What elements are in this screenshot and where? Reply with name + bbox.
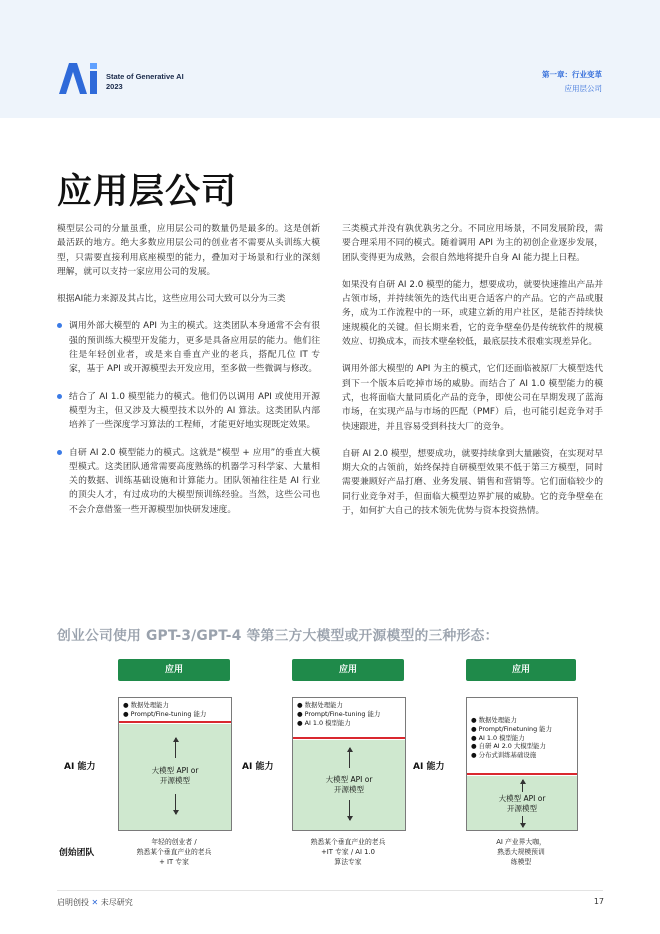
model-line: 大模型 API or [325,775,373,784]
model-line: 开源模型 [507,804,537,813]
model-area-2 [293,740,405,830]
team-line: 熟悉某个垂直产业的老兵 [310,838,386,846]
model-text-1 [119,766,231,786]
boundary-line [467,773,577,775]
stack-3 [466,697,578,831]
model-line: 大模型 API or [151,766,199,775]
cap-item: ● 自研 AI 2.0 大模型能力 [471,742,546,751]
cap-item: ● Prompt/Finetuning 能力 [471,724,552,733]
footer-publishers [57,897,133,908]
right-paragraph-1: 三类模式并没有孰优孰劣之分。不同应用场景，不同发展阶段，需要合理采用不同的模式。随着调用 API 为主的初创企业逐步发展，团队变得更为成熟，会很自然地将提升自身 AI 能力提上日程。 [342,224,603,263]
bullet-text-2: 结合了 AI 1.0 模型能力的模式。他们仍以调用 API 或使用开源模型为主，但又涉及大模型技术以外的 AI 算法。这类团队内部培养了一些深度学习算法的工程师，才能更好地实现既定效果。 [69,391,320,431]
arrow-down-icon [175,794,176,814]
team-text-1 [108,837,240,867]
founding-team-label: 创始团队 [59,848,95,858]
arrow-down-icon [349,800,350,820]
chapter-label [542,68,602,96]
model-line: 开源模型 [334,785,364,794]
bullet-dot-icon [57,323,62,328]
figure-title: 创业公司使用 GPT-3/GPT-4 等第三方大模型或开源模型的三种形态： [57,628,499,644]
cap-item: ● 数据处理能力 [123,701,169,709]
stack-1 [118,697,232,831]
bullet-item-2 [57,390,320,433]
model-text-2 [293,775,405,795]
ai-capability-label-2: AI 能力 [242,762,274,772]
capabilities-1 [123,701,206,719]
app-box-2: 应用 [292,659,404,681]
cap-item: ● AI 1.0 模型能力 [471,733,525,742]
brand-text [106,72,184,92]
right-column [342,222,603,531]
boundary-line [119,721,231,723]
right-paragraph-4: 自研 AI 2.0 模型，想要成功，就要持续拿到大量融资，在实现对早期大众的占领前，始终保持自研模型效果不低于第三方模型，同时需要兼顾好产品打磨、业务发展、销售和营销等。它们面临较少的同行业竞争对手，但面临大模型边界扩展的威胁。它的竞争壁垒在于，如何扩大自己的技术领先优势与资本投资热情。 [342,448,603,517]
team-line: 算法专家 [334,858,362,866]
cap-item: ● 分布式训练基础设施 [471,751,537,760]
bullet-item-3 [57,446,320,517]
boundary-line [293,737,405,739]
team-text-3 [456,837,586,867]
arrow-down-icon [522,816,523,827]
model-text-3 [467,794,577,814]
model-line: 开源模型 [160,776,190,785]
bullet-dot-icon [57,450,62,455]
team-line: 年轻的创业者 / [151,838,197,846]
left-paragraph-1: 模型层公司的分量虽重，应用层公司的数量仍是最多的。这是创新最活跃的地方。绝大多数应用层公司的创业者不需要从头训练大模型，只需要直接利用底座模型的能力，叠加对于场景和行业的深刻理解，就可以支持一家应用公司的发展。 [57,224,320,277]
capabilities-3 [471,716,552,760]
page-header [0,0,660,118]
cap-item: ● Prompt/Fine-tuning 能力 [297,709,381,718]
arrow-up-icon [175,738,176,758]
bullet-item-1 [57,319,320,376]
publisher-a: 启明创投 [57,898,89,907]
arrow-up-icon [522,780,523,792]
model-area-1 [119,724,231,830]
right-paragraph-2: 如果没有自研 AI 2.0 模型的能力，想要成功，就要快速推出产品并占领市场，并持续领先的迭代出更合适客户的产品。它的产品或服务，成为工作流程中的一环，或建立新的用户社区，是能否持续快速规模化的关键。但长期来看，它的竞争壁垒仍是传统软件的规模效应、切换成本，而技术壁垒较低，最底层技术很难实现差异化。 [342,279,603,348]
cap-item: ● 数据处理能力 [297,701,343,709]
cap-item: ● AI 1.0 模型能力 [297,718,351,727]
bullet-dot-icon [57,394,62,399]
team-line: 练模型 [510,858,532,866]
right-paragraph-3: 调用外部大模型的 API 为主的模式，它们还面临被原厂大模型迭代到下一个版本后吃掉市场的威胁。而结合了 AI 1.0 模型能力的模式，也将面临大量同质化产品的竞争，即使公司在早期发现了蓝海市场，在实现产品与市场的匹配（PMF）后，也可能引起竞争对手快速跟进，并且容易受到科技大厂的竞争。 [342,364,603,432]
publisher-b: 未尽研究 [100,898,133,907]
ai-capability-label-1: AI 能力 [64,762,96,772]
capabilities-2 [297,701,380,727]
cap-item: ● Prompt/Fine-tuning 能力 [123,709,207,718]
footer-divider [57,890,603,891]
app-box-3: 应用 [466,659,576,681]
team-line: 熟悉大规模预训 [497,848,545,856]
left-column [57,222,320,530]
model-line: 大模型 API or [498,794,546,803]
bullet-text-1: 调用外部大模型的 API 为主的模式。这类团队本身通常不会有很强的预训练大模型开发能力，更多是具备应用层的能力。他们往往是年轻创业者，或是来自垂直产业的老兵，搭配几位 IT 专家，基于 API 或开源模型去开发应用，至多做一些微调与修改。 [69,321,320,375]
app-box-1: 应用 [118,659,230,681]
arrow-up-icon [349,748,350,768]
brand-line1: State of Generative AI [106,72,184,81]
chapter-line1: 第一章：行业变革 [542,70,602,79]
chapter-line2: 应用层公司 [564,84,602,93]
ai-capability-label-3: AI 能力 [413,762,445,772]
page-title: 应用层公司 [57,172,238,212]
model-area-3 [467,776,577,830]
ai-logo [57,61,99,95]
stack-2 [292,697,406,831]
bullet-text-3: 自研 AI 2.0 模型能力的模式。这就是“模型 + 应用”的垂直大模型模式。这类团队通常需要高度熟练的机器学习科学家、大量相关的数据、训练基础设施和计算能力。团队领袖往往是 AI 行业的顶尖人才，有过成功的大模型预训练经验。当然，这些公司也不会介意借鉴一些开源模型加快研发速度。 [69,447,320,515]
team-line: +IT 专家 / AI 1.0 [321,848,375,856]
team-line: AI 产业界大咖， [496,838,546,846]
cross-icon: ✕ [91,898,99,907]
team-line: 熟悉某个垂直产业的老兵 [136,848,212,856]
team-line: + IT 专家 [159,858,189,866]
page-number: 17 [593,897,604,906]
team-text-2 [282,837,414,867]
cap-item: ● 数据处理能力 [471,716,517,724]
brand-line2: 2023 [106,82,123,91]
left-paragraph-2: 根据AI能力来源及其占比，这些应用公司大致可以分为三类 [57,294,286,305]
